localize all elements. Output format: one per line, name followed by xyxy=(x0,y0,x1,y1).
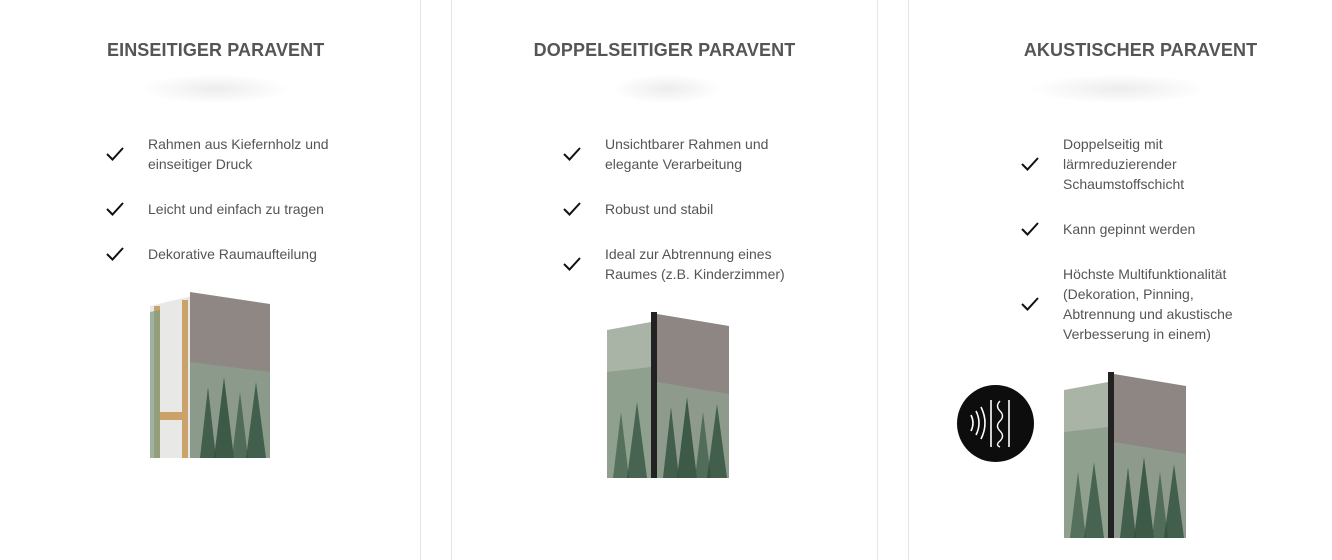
column-title: DOPPELSEITIGER PARAVENT xyxy=(533,40,796,60)
feature-text: Kann gepinnt werden xyxy=(1063,221,1196,237)
feature-item xyxy=(563,199,813,219)
feature-text: Ideal zur Abtrennung eines Raumes (z.B. Kinderzimmer) xyxy=(605,246,785,282)
feature-text: Rahmen aus Kiefernholz und einseitiger Druck xyxy=(148,136,329,172)
product-image-acoustic xyxy=(1064,372,1186,538)
checkmark-icon xyxy=(1021,220,1039,238)
product-image-double-sided xyxy=(607,312,729,478)
feature-item xyxy=(1021,264,1251,344)
product-column-double-sided xyxy=(451,0,878,560)
product-image-single-sided xyxy=(150,292,270,458)
checkmark-icon xyxy=(563,145,581,163)
feature-text: Unsichtbarer Rahmen und elegante Verarbeitung xyxy=(605,136,769,172)
feature-item xyxy=(1021,219,1251,239)
feature-list xyxy=(1021,134,1251,369)
product-column-acoustic xyxy=(908,0,1332,560)
checkmark-icon xyxy=(106,145,124,163)
column-title: AKUSTISCHER PARAVENT xyxy=(1023,40,1258,60)
checkmark-icon xyxy=(106,245,124,263)
feature-item xyxy=(106,244,356,264)
checkmark-icon xyxy=(563,255,581,273)
badge-placeholder xyxy=(1029,74,1209,104)
checkmark-icon xyxy=(106,200,124,218)
feature-item xyxy=(1021,134,1251,194)
feature-text: Höchste Multifunktionalität (Dekoration, Pinning, Abtrennung und akustische Verbesserung in einem) xyxy=(1063,266,1233,342)
sound-wave-foam-icon xyxy=(957,385,1034,462)
feature-text: Leicht und einfach zu tragen xyxy=(148,201,324,217)
checkmark-icon xyxy=(1021,295,1039,313)
feature-text: Dekorative Raumaufteilung xyxy=(148,246,317,262)
feature-item xyxy=(563,134,813,174)
feature-text: Robust und stabil xyxy=(605,201,714,217)
checkmark-icon xyxy=(563,200,581,218)
feature-item xyxy=(563,244,813,284)
badge-placeholder xyxy=(612,74,722,104)
checkmark-icon xyxy=(1021,155,1039,173)
feature-item xyxy=(106,199,356,219)
feature-list xyxy=(563,134,813,309)
column-title: EINSEITIGER PARAVENT xyxy=(107,40,325,60)
feature-item xyxy=(106,134,356,174)
product-column-single-sided xyxy=(0,0,421,560)
feature-list xyxy=(106,134,356,289)
feature-text: Doppelseitig mit lärmreduzierender Schaumstoffschicht xyxy=(1063,136,1185,192)
badge-placeholder xyxy=(140,74,290,104)
